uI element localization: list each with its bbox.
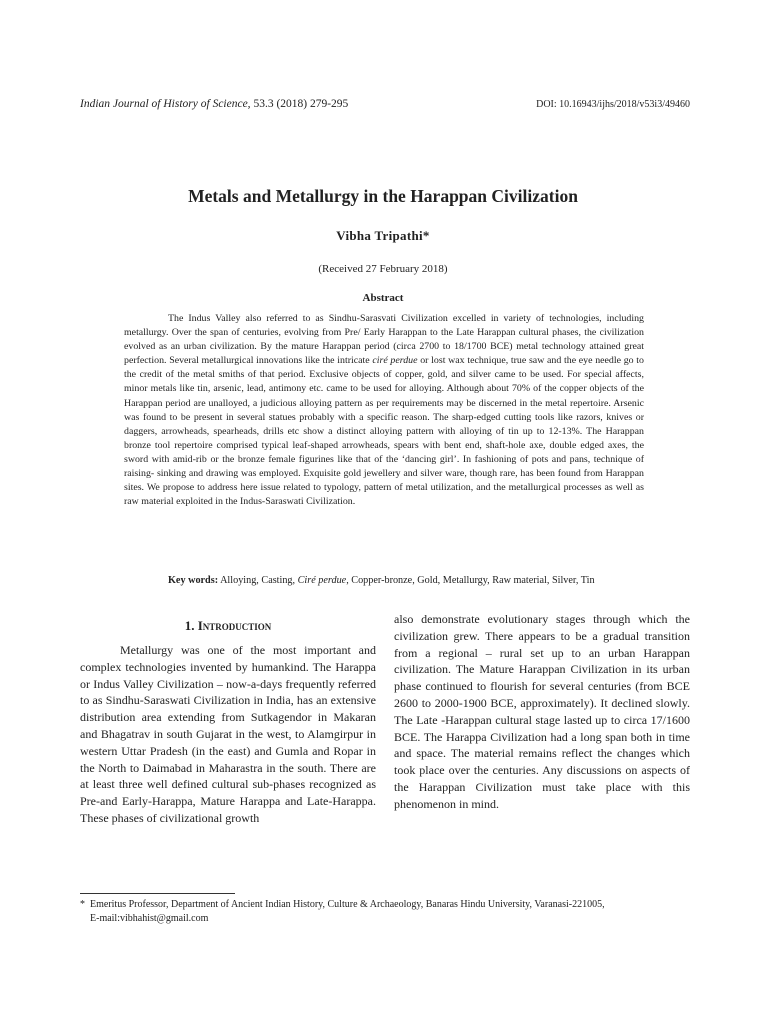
- doi[interactable]: DOI: 10.16943/ijhs/2018/v53i3/49460: [536, 99, 690, 110]
- body-column-left: [80, 612, 376, 827]
- abstract-body: [124, 312, 644, 509]
- keywords: [124, 573, 644, 588]
- footnote-affiliation: Emeritus Professor, Department of Ancient Indian History, Culture & Archaeology, Banaras Hindu University, Varanasi-221005,: [90, 899, 605, 910]
- footnote-email[interactable]: E-mail:vibhahist@gmail.com: [90, 913, 209, 924]
- footnote-divider: [80, 893, 235, 894]
- section-heading-introduction: [80, 618, 376, 634]
- section-number: 1.: [184, 618, 198, 633]
- footnote: [80, 898, 692, 926]
- keywords-text-2: , Copper-bronze, Gold, Metallurgy, Raw material, Silver, Tin: [346, 575, 595, 586]
- keywords-text-1: Alloying, Casting,: [218, 575, 298, 586]
- footnote-marker: *: [80, 899, 85, 910]
- footnote-line-1: [80, 898, 692, 912]
- author-name: Vibha Tripathi*: [336, 228, 430, 243]
- running-header: [80, 98, 690, 114]
- abstract-text-1: The Indus Valley also referred to as Sindhu-Sarasvati Civilization excelled in variety of technologies, including metallurgy. Over the span of centuries, evolving from Pre/ Early Harappan to the Late Harappan cultural phases, the civilization evolved as an urban civilization. By the mature Harappan period (circa 2700 to 18/1700 BCE) metal technology attained great perfection. Several metallurgical innovations like the intricate: [124, 313, 644, 367]
- journal-name: Indian Journal of History of Science,: [80, 98, 251, 110]
- section-title: Introduction: [197, 618, 272, 633]
- abstract-text-2: or lost wax technique, true saw and the eye needle go to the credit of the metal smiths of that period. Exclusive objects of copper, gold, and silver came to be used. For special affects, minor metals like tin, arsenic, lead, antimony etc. came to be used for alloying. Although about 70% of the copper objects of the Harappan period are unalloyed, a judicious alloying pattern as per requirements may be discerned in the metal repertoire. Arsenic was found to be present in several statues probably with a specific reason. The sharp-edged cutting tools like razors, knives or daggers, arrowheads, spearheads, drills etc show a distinct alloying pattern with alloying of tin up to 12-13%. The Harappan bronze tool repertoire comprised typical leaf-shaped arrowheads, spears with bent end, shaft-hole axe, double edged axes, the sword with amid-rib or the bronze female figurines like that of the ‘dancing girl’. In fashioning of pots and pans, technique of raising- sinking and drawing was employed. Exquisite gold jewellery and silver ware, though rare, has been found from Harappan sites. We propose to address here issue related to typology, pattern of metal utilization, and the metallurgical processes as well as raw material exploited in the Indus-Saraswati Civilization.: [124, 355, 644, 508]
- abstract-heading: Abstract: [362, 292, 404, 304]
- paper-title: Metals and Metallurgy in the Harappan Civilization: [188, 186, 578, 206]
- abstract-italic-term: ciré perdue: [372, 355, 418, 367]
- body-column-right: [394, 611, 690, 813]
- intro-paragraph-right: also demonstrate evolutionary stages through which the civilization grew. There appears to be a gradual transition from a regional – rural set up to an urban Harappan civilization. The Mature Harappan Civilization in its urban phase continued to flourish for several centuries (from BCE 2600 to 2000-1900 BCE, approximately). It declined slowly. The Late -Harappan cultural stage lasted up to circa 17/1600 BCE. The Harappa Civilization had a long span both in time and space. The material remains reflect the changes which took place over the centuries. Any discussions on aspects of the Harappan Civilization must take place with this phenomenon in mind.: [394, 612, 690, 811]
- received-date: (Received 27 February 2018): [318, 263, 448, 275]
- journal-citation: [80, 98, 348, 110]
- journal-issue: 53.3 (2018) 279-295: [250, 98, 349, 110]
- intro-paragraph-left: Metallurgy was one of the most important and complex technologies invented by humankind. The Harappa or Indus Valley Civilization – now-a-days frequently referred to as Sindhu-Saraswati Civilization in India, has an extensive distribution area extending from Sutkagendor in Makaran and Bhagatrav in south Gujarat in the west, to Alamgirpur in western Uttar Pradesh (in the east) and Gumla and Ropar in the North to Daimabad in Maharastra in the south. There are at least three well defined cultural sub-phases recognized as Pre-and Early-Harappa, Mature Harappa and Late-Harappa. These phases of civilizational growth: [80, 643, 376, 825]
- keywords-italic-term: Ciré perdue: [297, 575, 347, 586]
- keywords-label: Key words:: [168, 575, 219, 586]
